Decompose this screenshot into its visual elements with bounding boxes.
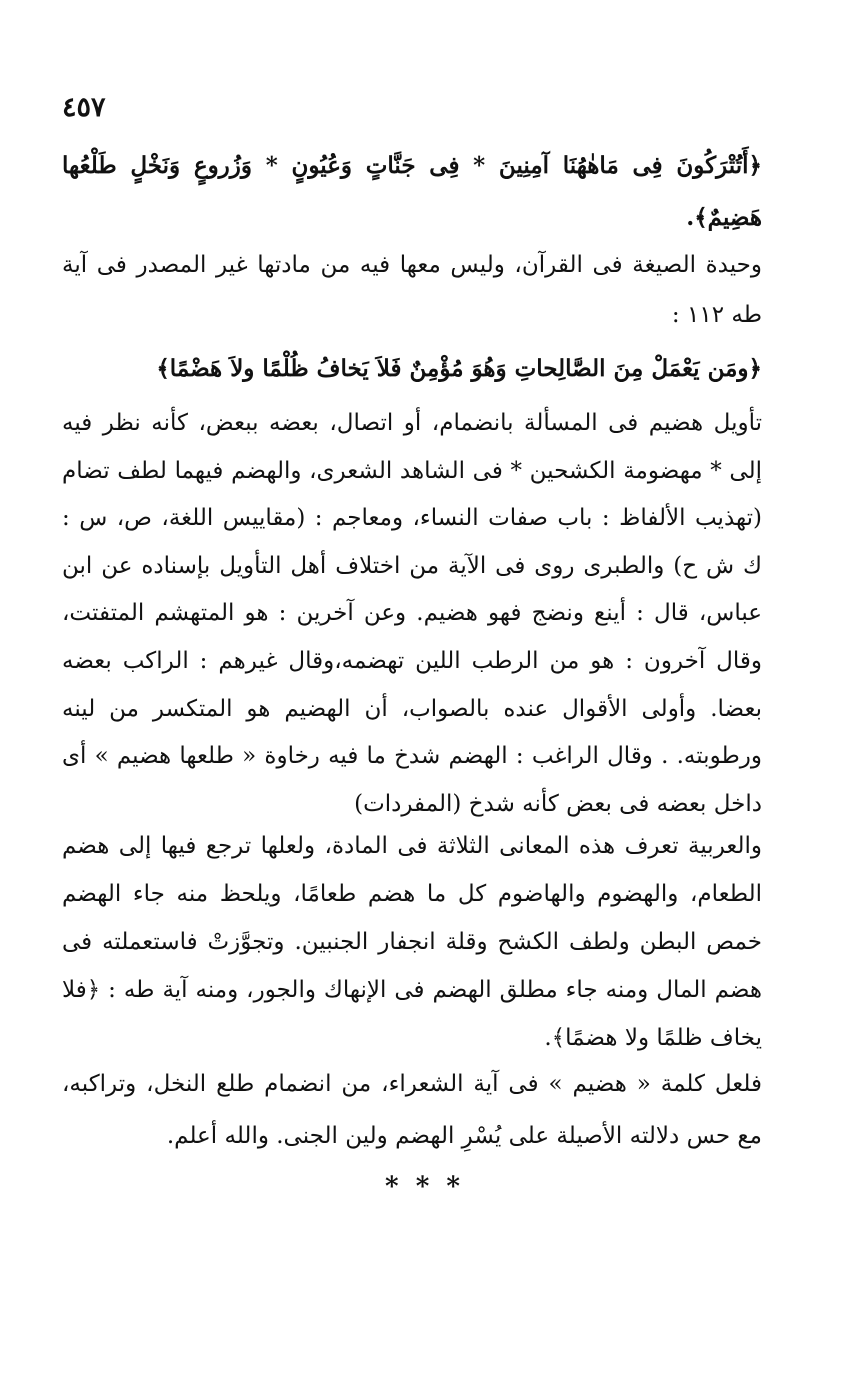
paragraph-interpretation: تأويل هضيم فى المسألة بانضمام، أو اتصال، بعضه ببعض، كأنه نظر فيه إلى * مهضومة الكشحين * فى الشاهد الشعرى، والهضم فيهما لطف تضام (تهذيب الألفاظ : باب صفات النساء، ومعاجم : (مقاييس اللغة، ص، س : ك ش ح) والطبرى روى فى الآية من اختلاف أهل التأويل بإسناده عن ابن عباس، قال : أينع ونضج فهو هضيم. وعن آخرين : هو المتهشم المتفتت، وقال آخرون : هو من الرطب اللين تهضمه،وقال غيرهم : الراكب بعضه بعضا. وأولى الأقوال عنده بالصواب، أن الهضيم هو المتكسر من لينه ورطوبته. . وقال الراغب : الهضم شدخ ما فيه رخاوة « طلعها هضيم » أى داخل بعضه فى بعض كأنه شدخ (المفردات): [62, 410, 762, 817]
page-number: ٤٥٧: [62, 92, 106, 123]
quran-verse-taha: ﴿ومَن يَعْمَلْ مِنَ الصَّالِحاتِ وَهُوَ مُؤْمِنٌ فَلاَ يَخافُ ظُلْمًا ولاَ هَضْمًا﴾: [156, 355, 762, 382]
paragraph-arabic-meanings: والعربية تعرف هذه المعانى الثلاثة فى المادة، ولعلها ترجع فيها إلى هضم الطعام، والهضوم والهاضوم كل ما هضم طعامًا، ويلحظ منه جاء الهضم خمص البطن ولطف الكشح وقلة انجفار الجنبين. وتجوَّزتْ فاستعملته فى هضم المال ومنه جاء مطلق الهضم فى الإنهاك والجور، ومنه آية طه : ﴿فلا يخاف ظلمًا ولا هضمًا﴾.: [62, 833, 762, 1051]
paragraph-uniqueness-note: وحيدة الصيغة فى القرآن، وليس معها فيه من مادتها غير المصدر فى آية طه ١١٢ :: [62, 252, 762, 328]
section-separator: * * *: [385, 1172, 464, 1202]
quran-verse-shuara: ﴿أَتُتْرَكُونَ فِى مَاهٰهُنَا آمِنِينَ * فِى جَنَّاتٍ وَعُيُونٍ * وَزُروعٍ وَنَخْلٍ طَلْعُها هَضِيمٌ﴾.: [62, 152, 762, 231]
paragraph-conclusion: فلعل كلمة « هضيم » فى آية الشعراء، من انضمام طلع النخل، وتراكبه، مع حس دلالته الأصيلة على يُسْرِ الهضم ولين الجنى. والله أعلم.: [62, 1071, 762, 1149]
